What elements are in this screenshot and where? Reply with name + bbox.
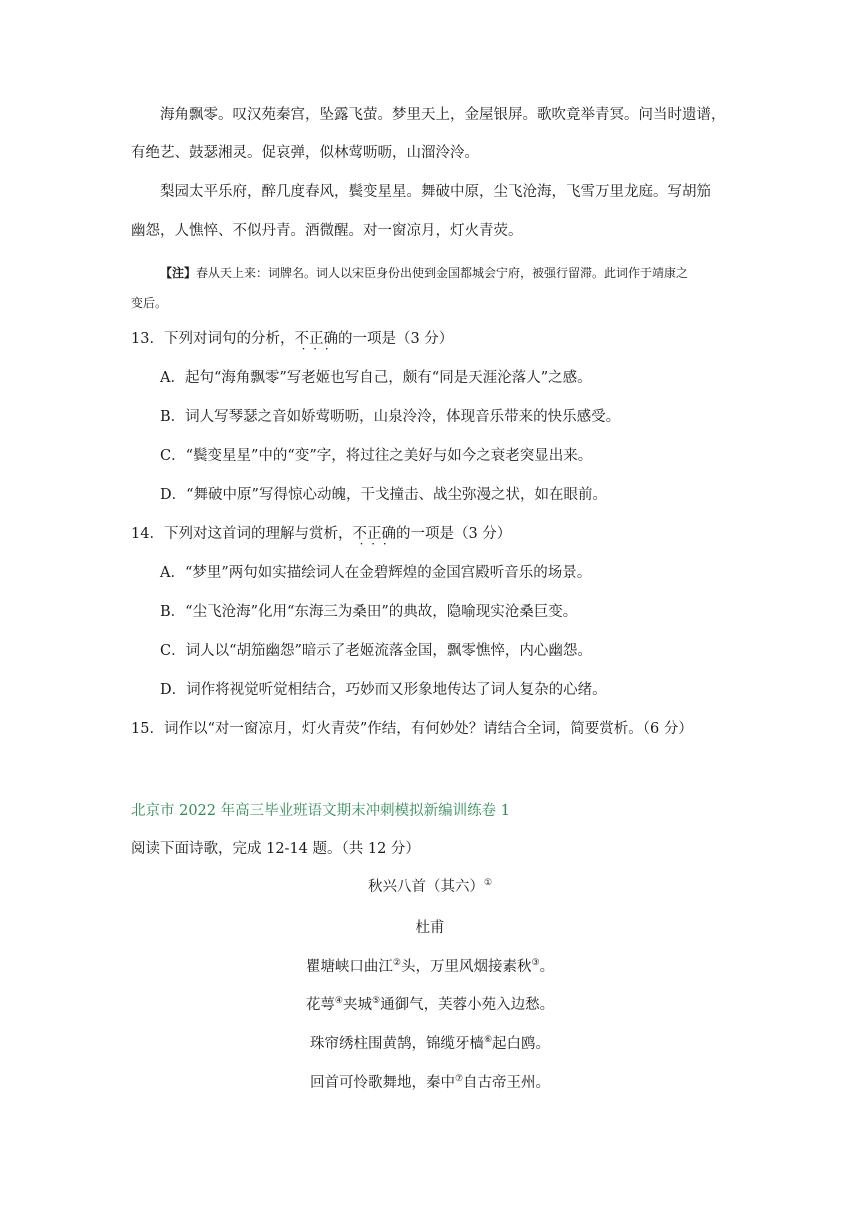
q14-stem-prefix: 14．下列对这首词的理解与赏析， [131, 526, 353, 542]
poem-title-text: 秋兴八首（其六） [367, 879, 484, 895]
q14-option-c: C．词人以“胡笳幽怨”暗示了老姬流落金国，飘零憔悴，内心幽怨。 [160, 643, 592, 659]
question-14-stem [131, 524, 511, 544]
q13-stem-prefix: 13．下列对词句的分析， [131, 331, 295, 347]
q13-option-a: A．起句“海角飘零”写老姬也写自己，颇有“同是天涯沦落人”之感。 [160, 370, 592, 386]
poem-author: 杜甫 [415, 920, 445, 936]
poem-title-footnote: ① [483, 878, 493, 889]
poem-line-1-a: 瞿塘峡口曲江 [305, 959, 393, 975]
poem-line-4 [0, 1073, 860, 1093]
poem-line-4-a: 回首可怜歌舞地，秦中 [309, 1075, 455, 1091]
poem-para1-line1: 海角飘零。叹汉苑秦宫，坠露飞萤。梦里天上，金屋银屏。歌吹竟举青冥。问当时遗谱， [160, 107, 726, 123]
q13-option-d: D．“舞破中原”写得惊心动魄，干戈撞击、战尘弥漫之状，如在眼前。 [160, 487, 607, 503]
note-tag: 【注】 [160, 266, 197, 280]
footnote-mark: ⑥ [483, 1035, 493, 1046]
footnote-mark: ⑦ [454, 1074, 464, 1085]
poem-para2-line2: 幽怨，人憔悴、不似丹青。酒微醒。对一窗凉月，灯火青荧。 [131, 223, 523, 239]
q13-emphasis: 不正确 · · · [294, 329, 338, 349]
q14-emphasis: 不正确 · · · [352, 524, 396, 544]
note-text: 春从天上来：词牌名。词人以宋臣身份出使到金国都城会宁府，被强行留滞。此词作于靖康之 [196, 266, 689, 280]
footnote-mark: ③ [531, 958, 540, 969]
poem-line-3 [0, 1034, 860, 1054]
source-title: 北京市 2022 年高三毕业班语文期末冲刺模拟新编训练卷 1 [131, 803, 510, 819]
poem-line-2-a: 花萼 [305, 997, 335, 1013]
poem-line-1-c: 。 [539, 959, 555, 975]
poem-title [0, 877, 860, 897]
q14-stem-suffix: 的一项是（3 分） [395, 526, 512, 542]
poem-note-line2: 变后。 [131, 296, 168, 310]
footnote-mark: ⑤ [372, 996, 381, 1007]
poem-note-line1 [160, 263, 688, 283]
question-13-stem [131, 329, 453, 349]
footnote-mark: ② [392, 958, 401, 969]
footnote-mark: ④ [334, 996, 343, 1007]
poem-line-3-a: 珠帘绣柱围黄鹄，锦缆牙樯 [309, 1036, 484, 1052]
question-15: 15．词作以“对一窗凉月，灯火青荧”作结，有何妙处？请结合全词，简要赏析。（6 分） [131, 721, 693, 737]
poem-para1-line2: 有绝艺、鼓瑟湘灵。促哀弹，似林莺呖呖，山溜泠泠。 [131, 145, 479, 161]
poem-para2-line1: 梨园太平乐府，醉几度春风，鬓变星星。舞破中原，尘飞沧海，飞雪万里龙庭。写胡笳 [160, 184, 711, 200]
q13-option-c: C．“鬓变星星”中的“变”字，将过往之美好与如今之衰老突显出来。 [160, 448, 593, 464]
q14-option-a: A．“梦里”两句如实描绘词人在金碧辉煌的金国宫殿听音乐的场景。 [160, 565, 592, 581]
q14-option-d: D．词作将视觉听觉相结合，巧妙而又形象地传达了词人复杂的心绪。 [160, 682, 607, 698]
poem-line-1 [0, 957, 860, 977]
q13-option-b: B．词人写琴瑟之音如娇莺呖呖，山泉泠泠，体现音乐带来的快乐感受。 [160, 409, 621, 425]
poem-line-2-b: 夹城 [343, 997, 372, 1013]
poem-line-4-b: 自古帝王州。 [463, 1075, 551, 1091]
poem-line-1-b: 头，万里风烟接素秋 [401, 959, 532, 975]
poem-line-2 [0, 995, 860, 1015]
q14-option-b: B．“尘飞沧海”化用“东海三为桑田”的典故，隐喻现实沧桑巨变。 [160, 604, 578, 620]
poem-line-2-c: 通御气，芙蓉小苑入边愁。 [380, 997, 555, 1013]
section-instruction: 阅读下面诗歌，完成 12-14 题。（共 12 分） [131, 841, 420, 857]
q13-stem-suffix: 的一项是（3 分） [337, 331, 454, 347]
poem-line-3-b: 起白鸥。 [492, 1036, 551, 1052]
